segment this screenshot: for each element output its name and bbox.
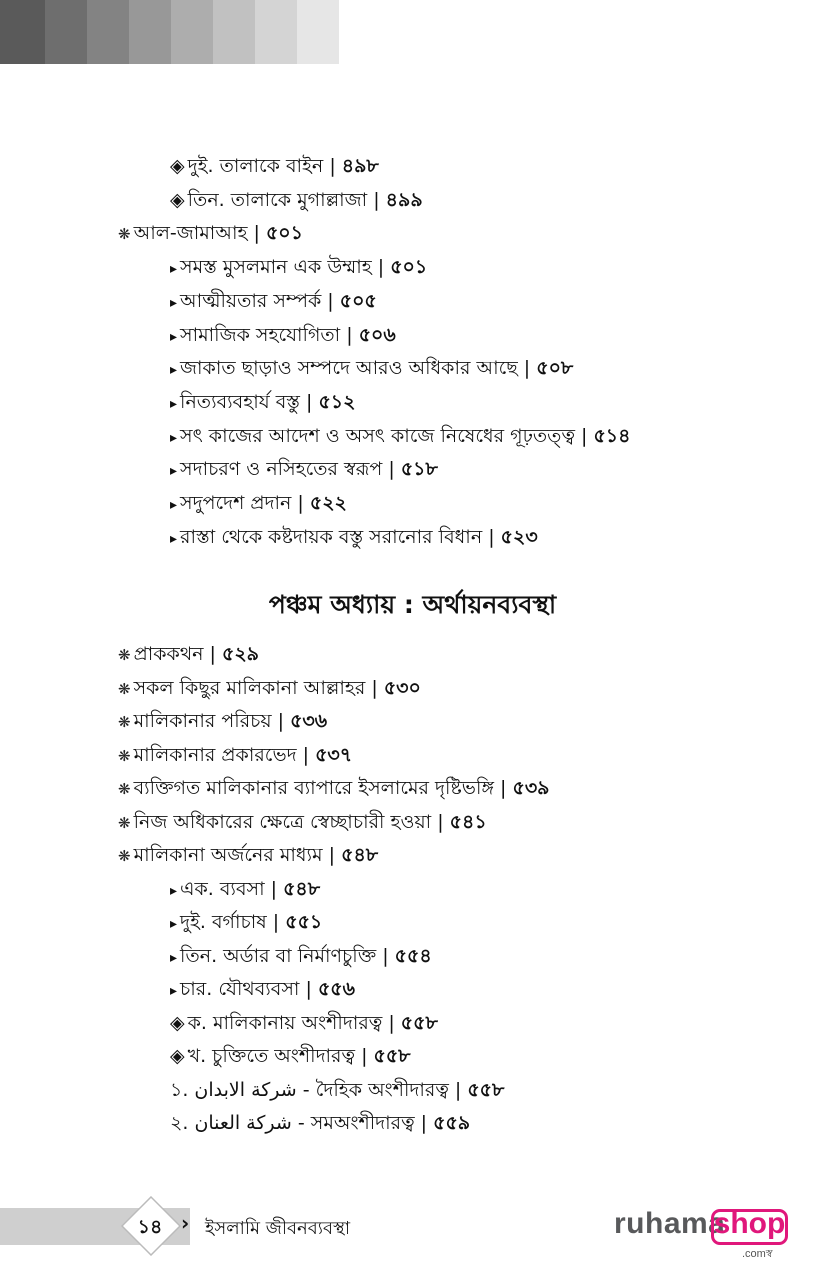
- triangle-bullet-icon: ▸: [170, 362, 178, 379]
- toc-entry-title: আত্মীয়তার সম্পর্ক: [180, 289, 322, 312]
- toc-entry-page: ৫০৮: [536, 357, 574, 380]
- separator: |: [264, 877, 284, 900]
- toc-entry: [170, 153, 379, 179]
- toc-entry: [170, 490, 347, 518]
- separator: |: [203, 643, 222, 665]
- toc-entry: [118, 641, 259, 668]
- toc-entry-page: ৫৪১: [449, 810, 487, 833]
- triangle-bullet-icon: ▸: [170, 429, 178, 446]
- header-bar: [45, 0, 87, 64]
- separator: |: [271, 710, 291, 732]
- header-bar: [129, 0, 171, 64]
- triangle-bullet-icon: ▸: [170, 916, 178, 932]
- separator: |: [574, 424, 594, 447]
- toc-entry: [170, 1010, 438, 1036]
- toc-entry-title: সকল কিছুর মালিকানা আল্লাহর: [133, 676, 366, 699]
- separator: |: [323, 155, 342, 177]
- toc-entry-page: ৫৫১: [285, 911, 323, 933]
- triangle-bullet-icon: ▸: [170, 530, 178, 547]
- toc-entry-title: ১. شركة الابدان - দৈহিক অংশীদারত্ব: [170, 1078, 449, 1101]
- separator: |: [382, 1011, 401, 1034]
- toc-entry-title: ব্যক্তিগত মালিকানার ব্যাপারে ইসলামের দৃষ্টিভঙ্গি: [133, 777, 495, 799]
- toc-entry-page: ৫৫৮: [467, 1078, 505, 1101]
- toc-entry: [118, 675, 421, 702]
- toc-entry-title: নিত্যব্যবহার্য বস্তু: [180, 390, 300, 413]
- toc-entry: [170, 322, 396, 350]
- header-bar: [87, 0, 129, 64]
- triangle-bullet-icon: ▸: [170, 882, 178, 899]
- toc-entry-title: সদুপদেশ প্রদান: [180, 492, 292, 514]
- toc-entry-title: ক. মালিকানায় অংশীদারত্ব: [187, 1011, 383, 1034]
- toc-entry-title: মালিকানার পরিচয়: [133, 710, 272, 732]
- book-title: ইসলামি জীবনব্যবস্থা: [205, 1218, 351, 1239]
- toc-entry: [170, 254, 427, 282]
- toc-entry-title: এক. ব্যবসা: [180, 877, 265, 900]
- separator: |: [247, 222, 266, 245]
- triangle-bullet-icon: ▸: [170, 949, 178, 966]
- toc-entry: [118, 742, 352, 769]
- logo-shop-text: shop: [713, 1207, 786, 1240]
- triangle-bullet-icon: ▸: [170, 261, 178, 278]
- toc-entry: [170, 876, 320, 904]
- toc-entry-title: চার. যৌথব্যবসা: [180, 978, 300, 1000]
- toc-entry: [170, 524, 538, 552]
- toc-entry-page: ৫৫৬: [317, 978, 355, 1000]
- toc-entry: [170, 389, 355, 417]
- diamond-bullet-icon: ◈: [170, 1045, 185, 1067]
- toc-entry-title: সামাজিক সহযোগিতা: [180, 323, 341, 346]
- separator: |: [517, 357, 537, 380]
- separator: |: [448, 1078, 468, 1101]
- logo-domain-text: .comস্ব: [742, 1248, 773, 1260]
- toc-entry: [170, 423, 630, 451]
- diamond-bullet-icon: ◈: [170, 188, 185, 211]
- snowflake-bullet-icon: ❋: [118, 780, 131, 798]
- toc-entry-page: ৫০৬: [358, 323, 396, 346]
- toc-entry-title: তিন. তালাকে মুগাল্লাজা: [187, 188, 368, 211]
- toc-entry: [118, 220, 303, 247]
- toc-entry-title: আল-জামাআহ: [133, 222, 248, 245]
- toc-entry-page: ৫৫৮: [373, 1045, 411, 1067]
- snowflake-bullet-icon: ❋: [118, 679, 131, 698]
- separator: |: [322, 844, 342, 866]
- toc-entry-page: ৫১৮: [400, 458, 438, 481]
- toc-entry: [170, 909, 322, 937]
- separator: |: [266, 911, 286, 933]
- toc-entry-page: ৫০৫: [339, 289, 377, 312]
- toc-entry: [170, 943, 432, 971]
- toc-entry: [118, 842, 378, 869]
- toc-entry-page: ৫৩০: [383, 676, 421, 699]
- toc-entry-title: সৎ কাজের আদেশ ও অসৎ কাজে নিষেধের গূঢ়তত্ত্ব: [180, 424, 575, 447]
- separator: |: [414, 1112, 434, 1134]
- toc-entry-page: ৫৫৪: [394, 944, 432, 967]
- separator: |: [367, 188, 386, 211]
- toc-entry-title: রাস্তা থেকে কষ্টদায়ক বস্তু সরানোর বিধান: [180, 525, 483, 548]
- toc-entry-page: ৫৪৮: [283, 877, 321, 900]
- toc-entry-title: মালিকানার প্রকারভেদ: [133, 743, 297, 766]
- snowflake-bullet-icon: ❋: [118, 713, 131, 731]
- toc-entry: [170, 456, 438, 484]
- toc-entry: [170, 187, 423, 213]
- toc-entry-title: সদাচরণ ও নসিহতের স্বরূপ: [180, 458, 383, 481]
- separator: |: [494, 777, 513, 799]
- toc-entry-page: ৫০১: [265, 222, 303, 245]
- triangle-bullet-icon: ▸: [170, 463, 178, 480]
- toc-entry-page: ৫২২: [309, 492, 347, 514]
- toc-entry-title: সমস্ত মুসলমান এক উম্মাহ: [180, 256, 372, 279]
- separator: |: [299, 390, 319, 413]
- toc-entry-page: ৫৫৮: [400, 1011, 438, 1034]
- toc-entry-page: ৫১৪: [593, 424, 631, 447]
- page-number: ১৪: [137, 1216, 163, 1238]
- separator: |: [291, 492, 310, 514]
- toc-entry-page: ৪৯৯: [385, 188, 423, 211]
- toc-entry: [118, 775, 550, 802]
- triangle-bullet-icon: ▸: [170, 328, 178, 345]
- separator: |: [365, 676, 384, 699]
- toc-entry-page: ৪৯৮: [341, 155, 379, 177]
- separator: |: [355, 1045, 374, 1067]
- triangle-bullet-icon: ▸: [170, 395, 178, 412]
- toc-entry-title: মালিকানা অর্জনের মাধ্যম: [133, 844, 323, 866]
- separator: |: [321, 289, 340, 312]
- toc-entry-title: প্রাককথন: [133, 643, 204, 665]
- snowflake-bullet-icon: ❋: [118, 646, 131, 664]
- toc-entry-page: ৫২৯: [221, 643, 259, 665]
- triangle-bullet-icon: ▸: [170, 497, 178, 513]
- separator: |: [371, 256, 391, 279]
- toc-entry: [170, 1043, 411, 1069]
- separator: |: [431, 810, 450, 833]
- header-bar: [255, 0, 297, 64]
- toc-entry-title: দুই. বর্গাচাষ: [180, 911, 267, 933]
- separator: |: [382, 458, 401, 481]
- separator: |: [376, 944, 395, 967]
- toc-entry-page: ৫০১: [390, 256, 428, 279]
- toc-entry: [170, 355, 573, 383]
- header-gradient-bars: [0, 0, 339, 64]
- toc-entry-page: ৫৩৭: [315, 743, 353, 766]
- snowflake-bullet-icon: ❋: [118, 746, 131, 765]
- logo-text: ruhama: [614, 1207, 726, 1240]
- toc-entry: [170, 1077, 504, 1103]
- toc-entry: [170, 976, 355, 1004]
- diamond-bullet-icon: ◈: [170, 155, 185, 177]
- toc-entry-title: তিন. অর্ডার বা নির্মাণচুক্তি: [180, 944, 377, 967]
- snowflake-bullet-icon: ❋: [118, 225, 131, 244]
- triangle-bullet-icon: ▸: [170, 983, 178, 999]
- separator: |: [482, 525, 501, 548]
- separator: |: [299, 978, 318, 1000]
- snowflake-bullet-icon: ❋: [118, 813, 131, 832]
- toc-entry-title: জাকাত ছাড়াও সম্পদে আরও অধিকার আছে: [180, 357, 518, 380]
- chapter-heading: পঞ্চম অধ্যায় : অর্থায়নব্যবস্থা: [268, 590, 557, 619]
- separator: |: [340, 323, 359, 346]
- separator: |: [296, 743, 316, 766]
- toc-entry-page: ৫১২: [318, 390, 356, 413]
- triangle-bullet-icon: ▸: [170, 294, 178, 311]
- header-bar: [297, 0, 339, 64]
- toc-entry-title: খ. চুক্তিতে অংশীদারত্ব: [187, 1045, 356, 1067]
- toc-entry-title: নিজ অধিকারের ক্ষেত্রে স্বেচ্ছাচারী হওয়া: [133, 810, 432, 833]
- toc-entry: [170, 1110, 470, 1136]
- chevron-right-icon: ›: [181, 1211, 190, 1235]
- header-bar: [0, 0, 45, 64]
- diamond-bullet-icon: ◈: [170, 1011, 185, 1034]
- toc-entry-page: ৫৩৬: [290, 710, 328, 732]
- toc-entry-title: ২. شركة العنان - সমঅংশীদারত্ব: [170, 1112, 415, 1134]
- header-bar: [213, 0, 255, 64]
- toc-entry-page: ৫৩৯: [512, 777, 550, 799]
- toc-entry: [118, 809, 487, 836]
- toc-entry-page: ৫৪৮: [341, 844, 379, 866]
- toc-entry-page: ৫২৩: [500, 525, 538, 548]
- toc-entry-title: দুই. তালাকে বাইন: [187, 155, 324, 177]
- toc-entry: [170, 288, 377, 316]
- header-bar: [171, 0, 213, 64]
- toc-entry: [118, 708, 327, 735]
- snowflake-bullet-icon: ❋: [118, 847, 131, 865]
- toc-entry-page: ৫৫৯: [433, 1112, 471, 1134]
